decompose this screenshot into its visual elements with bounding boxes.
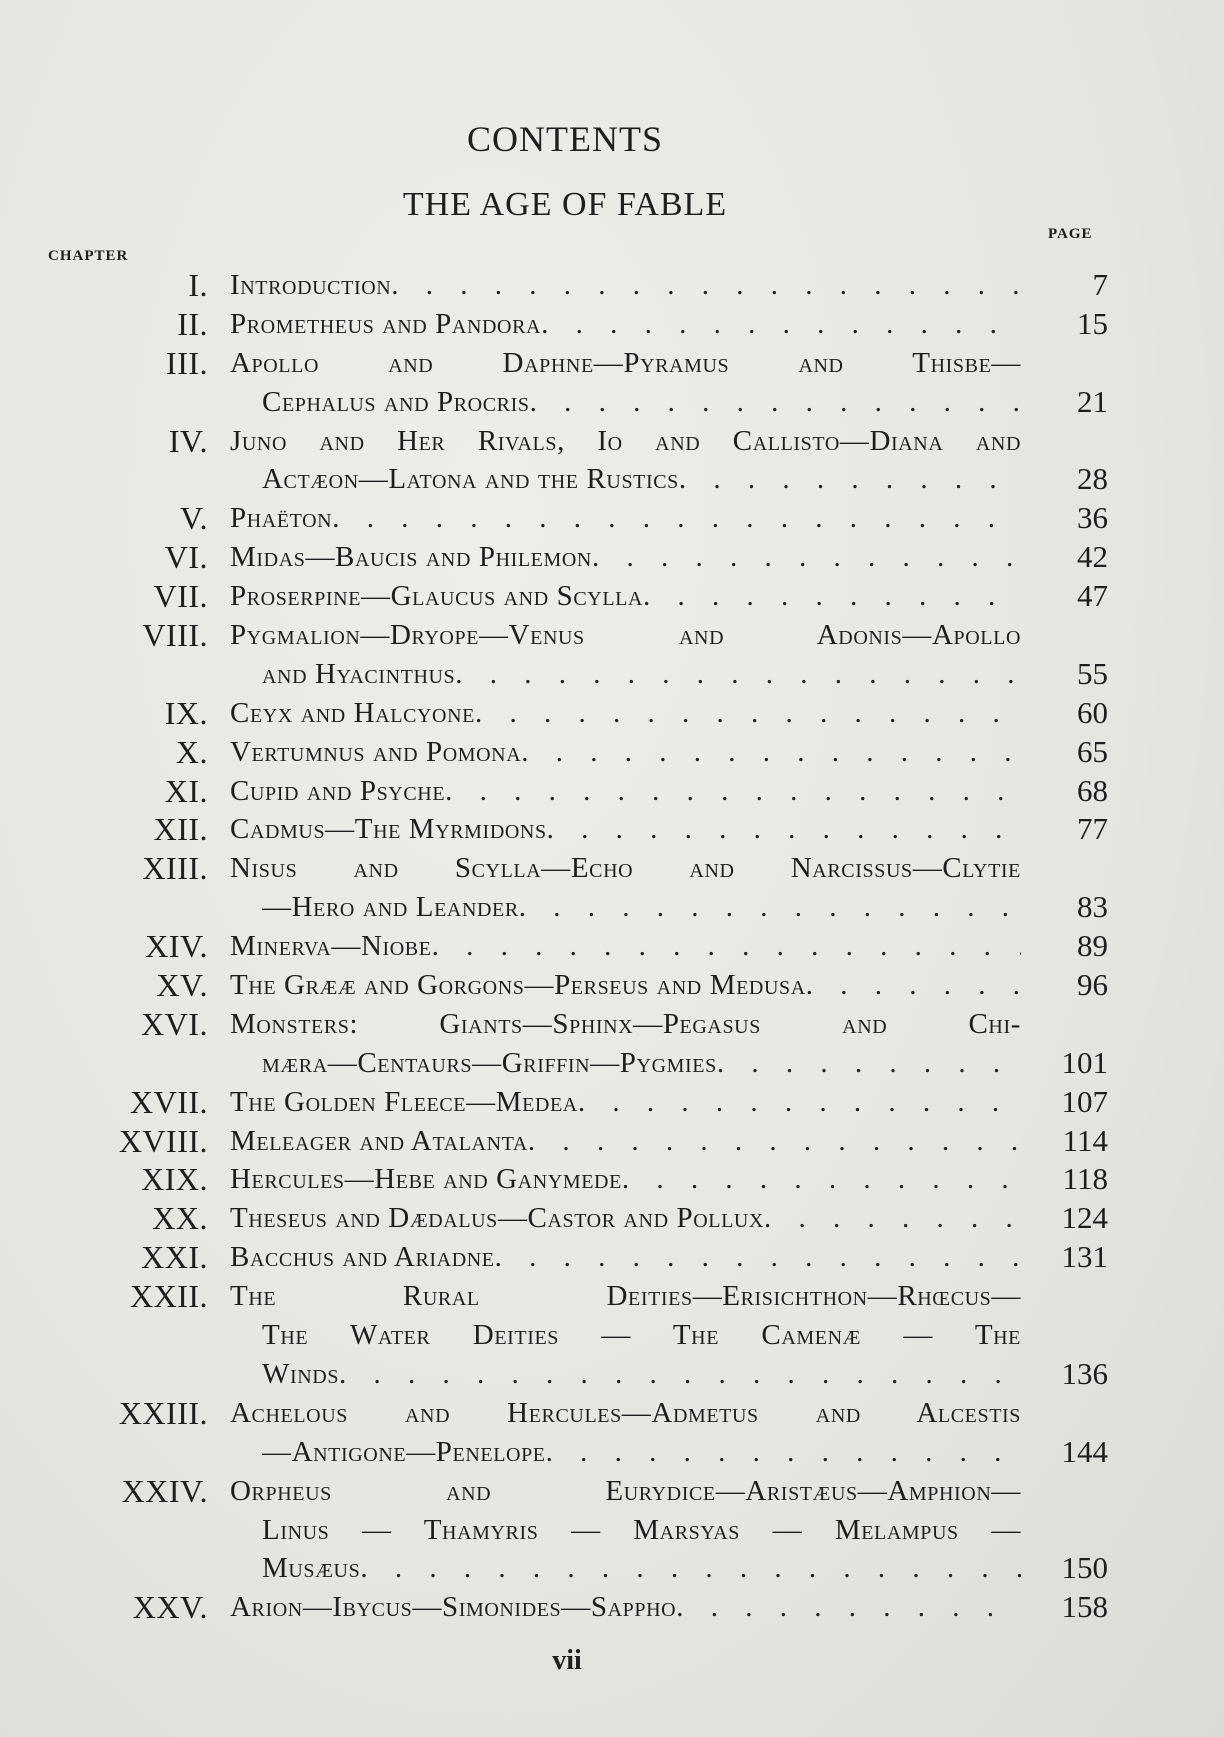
toc-entry (0, 733, 1224, 772)
chapter-title-line (262, 1316, 1021, 1355)
chapter-title-line (230, 694, 1021, 733)
chapter-title-line (262, 383, 1021, 422)
chapter-title-line (230, 1588, 1021, 1627)
chapter-title-line (230, 1160, 1021, 1199)
toc-entry-line (0, 1549, 1224, 1588)
contents-heading: CONTENTS (467, 119, 663, 159)
toc-entry (0, 538, 1224, 577)
toc-entry-line (0, 733, 1224, 772)
page-ref: 55 (1077, 655, 1108, 691)
toc-entry (0, 1122, 1224, 1161)
toc-entry (0, 1199, 1224, 1238)
toc-entry-line (0, 266, 1224, 305)
toc-entry (0, 1083, 1224, 1122)
toc-entry-line (0, 927, 1224, 966)
chapter-title-text: Introduction (230, 269, 392, 301)
chapter-number: XXII. (129, 1278, 208, 1315)
chapter-title-text: Minerva—Niobe (230, 930, 432, 963)
page-ref: 96 (1077, 967, 1108, 1003)
toc-entry-line (0, 305, 1224, 344)
chapter-title-line (230, 1394, 1021, 1433)
toc-entry (0, 616, 1224, 694)
chapter-title-text: Cadmus—The Myrmidons (230, 813, 547, 846)
page-ref: 65 (1077, 733, 1108, 769)
chapter-number: XI. (164, 772, 208, 809)
chapter-title-text: Juno and Her Rivals, Io and Callisto—Diana and (230, 424, 1021, 457)
chapter-title-text: Midas—Baucis and Philemon (230, 541, 592, 574)
toc-entry-line (0, 966, 1224, 1005)
toc-entry (0, 1588, 1224, 1627)
chapter-title-line (262, 1355, 1021, 1394)
toc-entry-line (0, 1355, 1224, 1394)
toc-entry (0, 499, 1224, 538)
chapter-title-line (230, 1277, 1021, 1316)
toc-entry (0, 344, 1224, 422)
toc-entry-line (0, 1316, 1224, 1355)
toc-entry (0, 266, 1224, 305)
page-ref: 28 (1077, 461, 1108, 497)
chapter-title-text: Vertumnus and Pomona (230, 735, 522, 768)
chapter-title-line (262, 1044, 1021, 1083)
page-ref: 47 (1077, 578, 1108, 614)
chapter-title-text: The Rural Deities—Erisichthon—Rhœcus— (230, 1280, 1021, 1313)
chapter-title-line (230, 810, 1021, 849)
toc-entry (0, 1394, 1224, 1472)
chapter-title-line (230, 1083, 1021, 1122)
chapter-title-line (230, 772, 1021, 811)
toc-entry (0, 694, 1224, 733)
toc-entry-line (0, 1238, 1224, 1277)
toc-entry-line (0, 694, 1224, 733)
chapter-number: XXI. (141, 1239, 208, 1276)
chapter-title-line (230, 266, 1021, 305)
chapter-title-line (262, 460, 1021, 499)
toc-entry-line (0, 422, 1224, 461)
chapter-title-text: Linus — Thamyris — Marsyas — Melampus — (262, 1513, 1021, 1546)
page-ref: 107 (1061, 1083, 1108, 1119)
toc-entry (0, 849, 1224, 927)
toc-entry-line (0, 772, 1224, 811)
chapter-title-line (230, 1238, 1021, 1277)
chapter-number: XX. (152, 1200, 208, 1237)
chapter-number: III. (166, 344, 208, 381)
chapter-number: XVII. (129, 1083, 208, 1120)
chapter-title-text: Prometheus and Pandora (230, 307, 542, 340)
toc-entry (0, 810, 1224, 849)
chapter-title-line (230, 616, 1021, 655)
chapter-title-text: Phaëton (230, 502, 333, 535)
toc-entry (0, 1277, 1224, 1394)
toc-entry-line (0, 1394, 1224, 1433)
toc-entry-line (0, 810, 1224, 849)
chapter-title-line (230, 538, 1021, 577)
page-ref: 77 (1077, 811, 1108, 847)
toc-entry-line (0, 499, 1224, 538)
chapter-number: XII. (153, 811, 208, 848)
chapter-title-text: and Hyacinthus (262, 657, 456, 690)
toc-entry (0, 1472, 1224, 1589)
toc-entry-line (0, 1588, 1224, 1627)
toc-entry-line (0, 1122, 1224, 1161)
toc-entry (0, 772, 1224, 811)
toc-entry-line (0, 1199, 1224, 1238)
chapter-number: XV. (156, 967, 208, 1004)
page-ref: 144 (1061, 1433, 1108, 1469)
toc-entry-line (0, 1005, 1224, 1044)
chapter-title-text: Orpheus and Eurydice—Aristæus—Amphion— (230, 1474, 1021, 1507)
toc-entry-line (0, 616, 1224, 655)
chapter-title-line (230, 344, 1021, 383)
chapter-column-label: CHAPTER (48, 248, 129, 264)
chapter-title-line (230, 422, 1021, 461)
chapter-number: XVI. (141, 1005, 208, 1042)
toc-entry (0, 305, 1224, 344)
chapter-title-line (230, 849, 1021, 888)
chapter-title-line (262, 1549, 1021, 1588)
chapter-title-text: Musæus (262, 1552, 361, 1585)
chapter-title-line (230, 1199, 1021, 1238)
chapter-title-line (230, 1005, 1021, 1044)
chapter-title-line (230, 499, 1021, 538)
toc-entry-line (0, 888, 1224, 927)
chapter-title-line (230, 966, 1021, 1005)
chapter-title-text: The Golden Fleece—Medea (230, 1085, 578, 1118)
chapter-title-line (262, 1511, 1021, 1550)
toc-entry-line (0, 577, 1224, 616)
toc-entry-line (0, 383, 1224, 422)
toc-entry-line (0, 1044, 1224, 1083)
toc-entry-line (0, 1472, 1224, 1511)
toc-entry (0, 1160, 1224, 1199)
page-ref: 101 (1061, 1044, 1108, 1080)
chapter-title-text: Arion—Ibycus—Simonides—Sappho (230, 1591, 677, 1624)
toc-entry-line (0, 849, 1224, 888)
page-ref: 131 (1061, 1239, 1108, 1275)
toc-entry-line (0, 538, 1224, 577)
page-ref: 114 (1062, 1122, 1108, 1158)
toc-entry-line (0, 1433, 1224, 1472)
chapter-number: XVIII. (118, 1122, 208, 1159)
chapter-title-text: Cephalus and Procris (262, 385, 530, 418)
toc-entry (0, 1238, 1224, 1277)
toc-list (0, 266, 1224, 1627)
chapter-title-text: Bacchus and Ariadne (230, 1241, 495, 1274)
chapter-title-text: Pygmalion—Dryope—Venus and Adonis—Apollo (230, 619, 1021, 652)
chapter-title-text: Apollo and Daphne—Pyramus and Thisbe— (230, 346, 1021, 379)
chapter-number: V. (180, 500, 208, 537)
page-ref: 7 (1092, 267, 1108, 302)
toc-entry-line (0, 1511, 1224, 1550)
chapter-number: XXV. (132, 1589, 208, 1626)
chapter-title-line (262, 655, 1021, 694)
toc-entry-line (0, 655, 1224, 694)
chapter-title-text: Monsters: Giants—Sphinx—Pegasus and Chi- (230, 1007, 1021, 1040)
chapter-title-line (230, 305, 1021, 344)
chapter-number: IV. (168, 422, 208, 459)
toc-entry-line (0, 1277, 1224, 1316)
chapter-title-text: The Water Deities — The Camenæ — The (262, 1319, 1021, 1352)
chapter-number: VII. (153, 578, 208, 615)
chapter-title-line (230, 733, 1021, 772)
toc-entry (0, 966, 1224, 1005)
toc-entry-line (0, 1083, 1224, 1122)
chapter-number: XIX. (141, 1161, 208, 1198)
page-ref: 68 (1077, 772, 1108, 808)
page-ref: 89 (1077, 928, 1108, 964)
chapter-title-line (230, 1122, 1021, 1161)
chapter-title-text: Cupid and Psyche (230, 774, 446, 807)
chapter-title-text: The Grææ and Gorgons—Perseus and Medusa (230, 969, 806, 1002)
toc-entry (0, 422, 1224, 500)
toc-entry (0, 927, 1224, 966)
chapter-number: XIV. (145, 928, 208, 965)
chapter-title-text: Proserpine—Glaucus and Scylla (230, 580, 644, 613)
chapter-number: IX. (164, 694, 208, 731)
chapter-title-line (230, 1472, 1021, 1511)
chapter-title-text: —Hero and Leander (262, 891, 519, 924)
page-ref: 83 (1077, 889, 1108, 925)
page-ref: 158 (1061, 1589, 1108, 1625)
page-ref: 36 (1077, 500, 1108, 536)
chapter-number: I. (188, 267, 208, 303)
chapter-title-text: Nisus and Scylla—Echo and Narcissus—Clytie (230, 852, 1021, 885)
page-ref: 60 (1077, 694, 1108, 730)
book-title: THE AGE OF FABLE (402, 186, 728, 223)
page-ref: 15 (1077, 305, 1108, 341)
chapter-title-text: mæra—Centaurs—Griffin—Pygmies (262, 1046, 717, 1079)
chapter-title-text: Theseus and Dædalus—Castor and Pollux (230, 1202, 764, 1235)
chapter-title-line (262, 1433, 1021, 1472)
chapter-title-text: Winds (262, 1357, 340, 1390)
page-ref: 150 (1061, 1550, 1108, 1586)
chapter-number: XXIV. (121, 1472, 208, 1509)
chapter-title-text: —Antigone—Penelope (262, 1435, 546, 1468)
page-ref: 124 (1061, 1200, 1108, 1236)
chapter-title-text: Meleager and Atalanta (230, 1124, 528, 1157)
toc-entry-line (0, 1160, 1224, 1199)
chapter-title-text: Ceyx and Halcyone (230, 696, 475, 729)
toc-entry (0, 1005, 1224, 1083)
toc-entry (0, 577, 1224, 616)
chapter-number: XIII. (142, 850, 208, 887)
chapter-title-line (230, 927, 1021, 966)
chapter-title-text: Hercules—Hebe and Ganymede (230, 1163, 622, 1196)
page-ref: 21 (1077, 383, 1108, 419)
chapter-title-text: Achelous and Hercules—Admetus and Alcestis (230, 1396, 1021, 1429)
toc-entry-line (0, 344, 1224, 383)
chapter-number: II. (177, 305, 208, 342)
chapter-number: VIII. (142, 617, 208, 654)
chapter-title-text: Actæon—Latona and the Rustics (262, 463, 679, 496)
page-ref: 136 (1061, 1355, 1108, 1391)
toc-entry-line (0, 460, 1224, 499)
page-ref: 118 (1062, 1161, 1108, 1197)
chapter-number: X. (175, 733, 208, 770)
page-column-label: PAGE (1048, 226, 1093, 242)
chapter-title-line (262, 888, 1021, 927)
chapter-number: VI. (164, 539, 208, 576)
page-number: vii (552, 1645, 582, 1676)
chapter-title-line (230, 577, 1021, 616)
page-ref: 42 (1077, 539, 1108, 575)
chapter-number: XXIII. (118, 1394, 208, 1431)
